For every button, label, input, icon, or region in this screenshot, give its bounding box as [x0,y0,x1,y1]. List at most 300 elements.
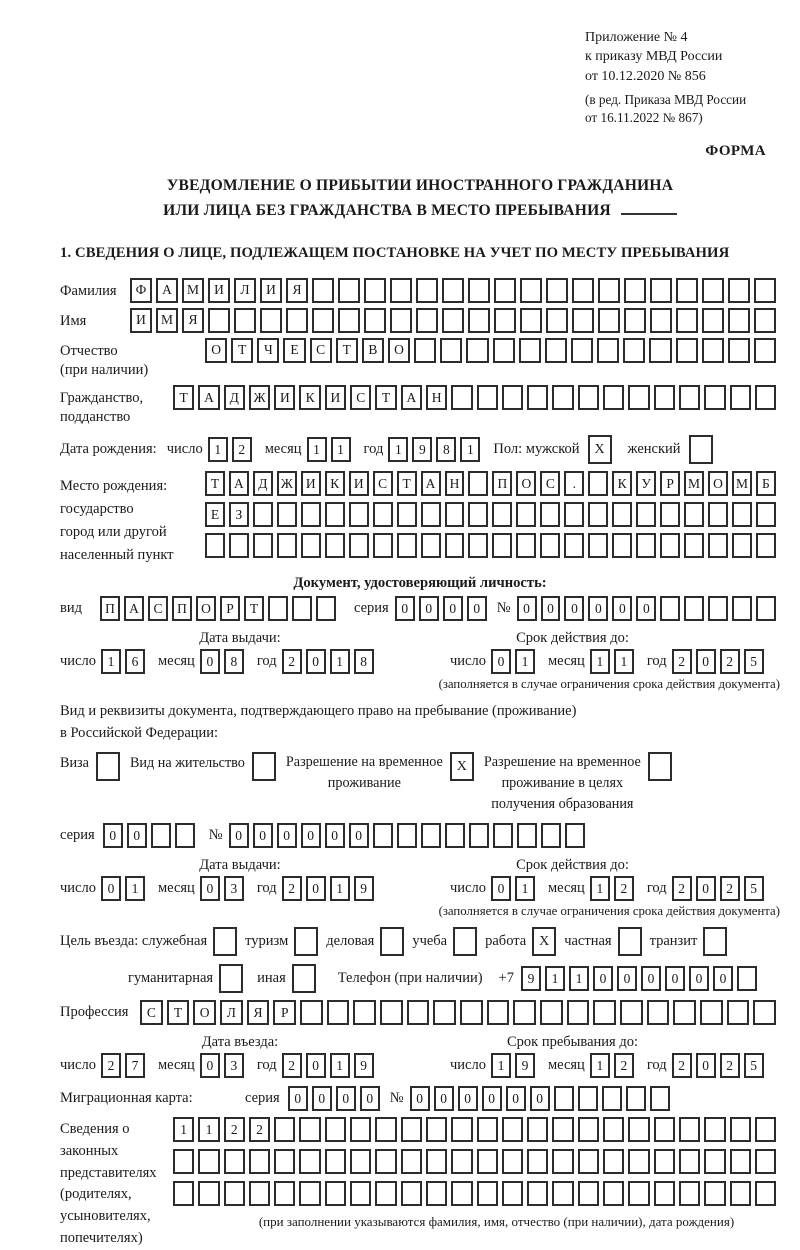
char-box[interactable]: И [325,385,346,410]
char-box[interactable] [208,308,230,333]
char-box[interactable]: 0 [288,1086,308,1111]
char-box[interactable] [440,338,462,363]
char-box[interactable] [527,1149,548,1174]
char-box[interactable] [552,1181,573,1206]
char-box[interactable] [173,1181,194,1206]
char-box[interactable]: . [564,471,584,496]
char-box[interactable] [593,1000,616,1025]
char-box[interactable] [375,1149,396,1174]
purpose-business-checkbox[interactable] [380,927,404,956]
char-box[interactable] [660,596,680,621]
char-box[interactable]: 0 [696,876,716,901]
char-box[interactable] [620,1000,643,1025]
char-box[interactable] [312,278,334,303]
char-box[interactable] [299,1181,320,1206]
sex-male-checkbox[interactable]: X [588,435,612,464]
char-box[interactable] [660,533,680,558]
char-box[interactable]: Е [205,502,225,527]
char-box[interactable] [679,1117,700,1142]
char-box[interactable] [546,278,568,303]
char-box[interactable]: Д [253,471,273,496]
char-box[interactable]: Ж [277,471,297,496]
purpose-tourism-checkbox[interactable] [294,927,318,956]
char-box[interactable] [704,385,725,410]
char-box[interactable]: 1 [388,437,408,462]
char-box[interactable] [414,338,436,363]
char-box[interactable]: 2 [720,876,740,901]
char-box[interactable] [175,823,195,848]
char-box[interactable] [541,823,561,848]
char-box[interactable] [578,1117,599,1142]
char-box[interactable]: 0 [200,1053,220,1078]
char-box[interactable] [647,1000,670,1025]
char-box[interactable]: Л [234,278,256,303]
char-box[interactable] [708,533,728,558]
char-box[interactable] [502,385,523,410]
char-box[interactable]: 1 [198,1117,219,1142]
char-box[interactable]: 0 [612,596,632,621]
char-box[interactable]: 0 [410,1086,430,1111]
char-box[interactable]: Л [220,1000,243,1025]
char-box[interactable] [628,1117,649,1142]
char-box[interactable] [451,1149,472,1174]
representatives-boxes-row3[interactable] [173,1181,780,1206]
char-box[interactable] [468,308,490,333]
char-box[interactable]: Ч [257,338,279,363]
purpose-private-checkbox[interactable] [618,927,642,956]
char-box[interactable]: 8 [224,649,244,674]
char-box[interactable] [636,502,656,527]
char-box[interactable] [552,1117,573,1142]
char-box[interactable] [516,502,536,527]
char-box[interactable] [708,502,728,527]
char-box[interactable]: 1 [208,437,228,462]
char-box[interactable] [654,1117,675,1142]
char-box[interactable] [451,1181,472,1206]
profession-boxes[interactable] [140,1000,780,1025]
char-box[interactable]: О [205,338,227,363]
birth-month-boxes[interactable] [307,437,355,462]
char-box[interactable] [349,533,369,558]
char-box[interactable] [708,596,728,621]
char-box[interactable]: У [636,471,656,496]
char-box[interactable] [728,308,750,333]
char-box[interactable]: Т [167,1000,190,1025]
char-box[interactable]: 0 [301,823,321,848]
char-box[interactable]: Я [182,308,204,333]
char-box[interactable] [624,308,646,333]
char-box[interactable] [517,823,537,848]
char-box[interactable]: 0 [467,596,487,621]
char-box[interactable]: И [349,471,369,496]
char-box[interactable] [603,385,624,410]
char-box[interactable] [754,338,776,363]
char-box[interactable] [727,1000,750,1025]
char-box[interactable] [416,308,438,333]
char-box[interactable]: 0 [588,596,608,621]
char-box[interactable]: 1 [330,649,350,674]
char-box[interactable]: В [362,338,384,363]
char-box[interactable] [364,308,386,333]
char-box[interactable] [756,533,776,558]
char-box[interactable] [673,1000,696,1025]
char-box[interactable] [198,1149,219,1174]
representatives-boxes-row2[interactable] [173,1149,780,1174]
char-box[interactable] [325,1181,346,1206]
char-box[interactable]: 9 [521,966,541,991]
permit-issue-day-boxes[interactable] [101,876,149,901]
char-box[interactable]: 0 [360,1086,380,1111]
char-box[interactable] [702,278,724,303]
char-box[interactable]: А [156,278,178,303]
char-box[interactable] [390,308,412,333]
char-box[interactable] [603,1149,624,1174]
char-box[interactable] [527,1117,548,1142]
char-box[interactable]: И [301,471,321,496]
char-box[interactable]: Р [660,471,680,496]
char-box[interactable] [401,1149,422,1174]
char-box[interactable] [224,1149,245,1174]
char-box[interactable] [299,1117,320,1142]
char-box[interactable] [676,338,698,363]
purpose-official-checkbox[interactable] [213,927,237,956]
char-box[interactable] [565,823,585,848]
char-box[interactable] [753,1000,776,1025]
char-box[interactable]: М [684,471,704,496]
id-type-boxes[interactable] [100,596,340,621]
char-box[interactable]: О [708,471,728,496]
residence-permit-checkbox[interactable] [252,752,276,781]
char-box[interactable]: Р [273,1000,296,1025]
char-box[interactable]: А [401,385,422,410]
char-box[interactable] [466,338,488,363]
char-box[interactable]: 1 [173,1117,194,1142]
char-box[interactable] [421,823,441,848]
visa-checkbox[interactable] [96,752,120,781]
char-box[interactable] [249,1149,270,1174]
char-box[interactable]: 0 [564,596,584,621]
char-box[interactable]: 3 [224,876,244,901]
char-box[interactable]: С [140,1000,163,1025]
char-box[interactable]: 5 [744,649,764,674]
char-box[interactable] [755,1149,776,1174]
char-box[interactable] [756,596,776,621]
char-box[interactable]: 2 [282,876,302,901]
char-box[interactable] [451,1117,472,1142]
char-box[interactable] [552,385,573,410]
char-box[interactable] [654,1149,675,1174]
char-box[interactable]: Б [756,471,776,496]
char-box[interactable] [628,1181,649,1206]
id-issue-year-boxes[interactable] [282,649,378,674]
char-box[interactable] [603,1117,624,1142]
char-box[interactable] [301,533,321,558]
char-box[interactable]: 1 [330,1053,350,1078]
char-box[interactable] [249,1181,270,1206]
char-box[interactable]: 0 [458,1086,478,1111]
surname-boxes[interactable] [130,278,780,303]
char-box[interactable] [554,1086,574,1111]
char-box[interactable] [494,308,516,333]
char-box[interactable] [676,308,698,333]
purpose-work-checkbox[interactable]: X [532,927,556,956]
char-box[interactable]: И [274,385,295,410]
char-box[interactable] [603,1181,624,1206]
char-box[interactable]: К [325,471,345,496]
char-box[interactable] [623,338,645,363]
char-box[interactable] [312,308,334,333]
char-box[interactable] [572,278,594,303]
char-box[interactable]: 1 [515,876,535,901]
char-box[interactable] [325,1117,346,1142]
char-box[interactable]: 0 [336,1086,356,1111]
char-box[interactable] [684,596,704,621]
char-box[interactable] [552,1149,573,1174]
char-box[interactable] [274,1181,295,1206]
char-box[interactable] [401,1181,422,1206]
char-box[interactable] [397,823,417,848]
char-box[interactable] [468,471,488,496]
permit-number-boxes[interactable] [229,823,589,848]
char-box[interactable]: И [260,278,282,303]
char-box[interactable]: 2 [232,437,252,462]
char-box[interactable] [636,533,656,558]
char-box[interactable]: 1 [590,649,610,674]
char-box[interactable] [502,1181,523,1206]
citizenship-boxes[interactable] [173,385,780,410]
char-box[interactable] [253,502,273,527]
char-box[interactable] [173,1149,194,1174]
char-box[interactable] [588,502,608,527]
id-number-boxes[interactable] [517,596,780,621]
char-box[interactable]: Н [445,471,465,496]
char-box[interactable] [732,596,752,621]
char-box[interactable] [401,1117,422,1142]
char-box[interactable] [650,308,672,333]
char-box[interactable] [373,823,393,848]
char-box[interactable]: 2 [672,649,692,674]
char-box[interactable] [277,533,297,558]
char-box[interactable] [564,502,584,527]
char-box[interactable] [451,385,472,410]
char-box[interactable] [205,533,225,558]
char-box[interactable] [433,1000,456,1025]
char-box[interactable]: 1 [307,437,327,462]
birthplace-boxes-row1[interactable] [205,471,780,496]
char-box[interactable]: 2 [720,649,740,674]
stay-month-boxes[interactable] [590,1053,638,1078]
char-box[interactable] [477,1117,498,1142]
char-box[interactable] [468,278,490,303]
char-box[interactable] [421,533,441,558]
char-box[interactable]: А [124,596,144,621]
permit-expiry-day-boxes[interactable] [491,876,539,901]
char-box[interactable] [567,1000,590,1025]
char-box[interactable]: 0 [277,823,297,848]
id-expiry-year-boxes[interactable] [672,649,768,674]
char-box[interactable]: 0 [306,1053,326,1078]
char-box[interactable]: М [182,278,204,303]
char-box[interactable] [234,308,256,333]
char-box[interactable] [540,533,560,558]
representatives-boxes-row1[interactable] [173,1117,780,1142]
char-box[interactable] [353,1000,376,1025]
char-box[interactable]: 2 [672,876,692,901]
char-box[interactable]: 9 [515,1053,535,1078]
given-name-boxes[interactable] [130,308,780,333]
char-box[interactable] [477,1181,498,1206]
char-box[interactable] [292,596,312,621]
char-box[interactable] [277,502,297,527]
char-box[interactable]: 0 [530,1086,550,1111]
char-box[interactable] [704,1181,725,1206]
char-box[interactable] [373,533,393,558]
char-box[interactable] [325,1149,346,1174]
char-box[interactable] [702,338,724,363]
char-box[interactable] [732,502,752,527]
char-box[interactable] [676,278,698,303]
char-box[interactable] [755,1181,776,1206]
char-box[interactable] [704,1117,725,1142]
char-box[interactable] [380,1000,403,1025]
char-box[interactable]: 9 [354,876,374,901]
char-box[interactable] [300,1000,323,1025]
char-box[interactable] [301,502,321,527]
char-box[interactable] [260,308,282,333]
char-box[interactable] [728,278,750,303]
char-box[interactable]: А [198,385,219,410]
char-box[interactable] [732,533,752,558]
id-expiry-day-boxes[interactable] [491,649,539,674]
char-box[interactable]: 0 [349,823,369,848]
char-box[interactable]: 0 [419,596,439,621]
char-box[interactable] [327,1000,350,1025]
char-box[interactable] [628,385,649,410]
entry-month-boxes[interactable] [200,1053,248,1078]
char-box[interactable]: А [229,471,249,496]
char-box[interactable] [397,502,417,527]
char-box[interactable]: 0 [434,1086,454,1111]
char-box[interactable] [519,338,541,363]
char-box[interactable] [224,1181,245,1206]
char-box[interactable]: С [148,596,168,621]
char-box[interactable] [520,308,542,333]
purpose-transit-checkbox[interactable] [703,927,727,956]
birth-day-boxes[interactable] [208,437,256,462]
char-box[interactable]: 0 [689,966,709,991]
char-box[interactable] [151,823,171,848]
char-box[interactable]: 0 [665,966,685,991]
permit-series-boxes[interactable] [103,823,199,848]
char-box[interactable]: 0 [253,823,273,848]
char-box[interactable] [468,502,488,527]
char-box[interactable]: 1 [515,649,535,674]
char-box[interactable]: 1 [590,1053,610,1078]
char-box[interactable]: М [156,308,178,333]
entry-year-boxes[interactable] [282,1053,378,1078]
char-box[interactable] [477,1149,498,1174]
id-issue-month-boxes[interactable] [200,649,248,674]
char-box[interactable] [299,1149,320,1174]
char-box[interactable] [628,1149,649,1174]
char-box[interactable] [730,1117,751,1142]
char-box[interactable] [286,308,308,333]
char-box[interactable] [350,1117,371,1142]
char-box[interactable]: 0 [541,596,561,621]
char-box[interactable]: 1 [125,876,145,901]
char-box[interactable]: 9 [412,437,432,462]
char-box[interactable]: 0 [696,1053,716,1078]
char-box[interactable]: Т [397,471,417,496]
char-box[interactable]: 5 [744,1053,764,1078]
char-box[interactable]: 1 [590,876,610,901]
char-box[interactable] [704,1149,725,1174]
birthplace-boxes-row3[interactable] [205,533,780,558]
stay-year-boxes[interactable] [672,1053,768,1078]
char-box[interactable] [350,1149,371,1174]
char-box[interactable] [469,823,489,848]
char-box[interactable]: М [732,471,752,496]
char-box[interactable]: 1 [545,966,565,991]
char-box[interactable]: 0 [103,823,123,848]
char-box[interactable]: 9 [354,1053,374,1078]
char-box[interactable] [602,1086,622,1111]
char-box[interactable] [700,1000,723,1025]
char-box[interactable]: П [172,596,192,621]
char-box[interactable] [679,385,700,410]
char-box[interactable]: Т [375,385,396,410]
char-box[interactable]: 0 [312,1086,332,1111]
char-box[interactable]: О [516,471,536,496]
char-box[interactable] [527,385,548,410]
char-box[interactable] [350,1181,371,1206]
char-box[interactable] [274,1149,295,1174]
char-box[interactable] [492,502,512,527]
char-box[interactable] [654,385,675,410]
char-box[interactable] [730,385,751,410]
char-box[interactable] [229,533,249,558]
char-box[interactable]: 0 [506,1086,526,1111]
char-box[interactable]: 0 [306,876,326,901]
char-box[interactable]: 0 [101,876,121,901]
char-box[interactable] [349,502,369,527]
char-box[interactable] [493,823,513,848]
char-box[interactable] [564,533,584,558]
char-box[interactable] [612,502,632,527]
char-box[interactable] [684,533,704,558]
char-box[interactable] [624,278,646,303]
purpose-study-checkbox[interactable] [453,927,477,956]
char-box[interactable] [754,308,776,333]
purpose-humanitarian-checkbox[interactable] [219,964,243,993]
char-box[interactable] [546,308,568,333]
char-box[interactable]: Я [286,278,308,303]
char-box[interactable]: 1 [330,876,350,901]
entry-day-boxes[interactable] [101,1053,149,1078]
char-box[interactable] [545,338,567,363]
char-box[interactable]: 0 [593,966,613,991]
char-box[interactable]: И [130,308,152,333]
char-box[interactable] [516,533,536,558]
birth-year-boxes[interactable] [388,437,484,462]
char-box[interactable] [468,533,488,558]
char-box[interactable] [426,1149,447,1174]
char-box[interactable] [416,278,438,303]
purpose-other-checkbox[interactable] [292,964,316,993]
char-box[interactable]: Т [205,471,225,496]
char-box[interactable] [502,1149,523,1174]
char-box[interactable] [626,1086,646,1111]
